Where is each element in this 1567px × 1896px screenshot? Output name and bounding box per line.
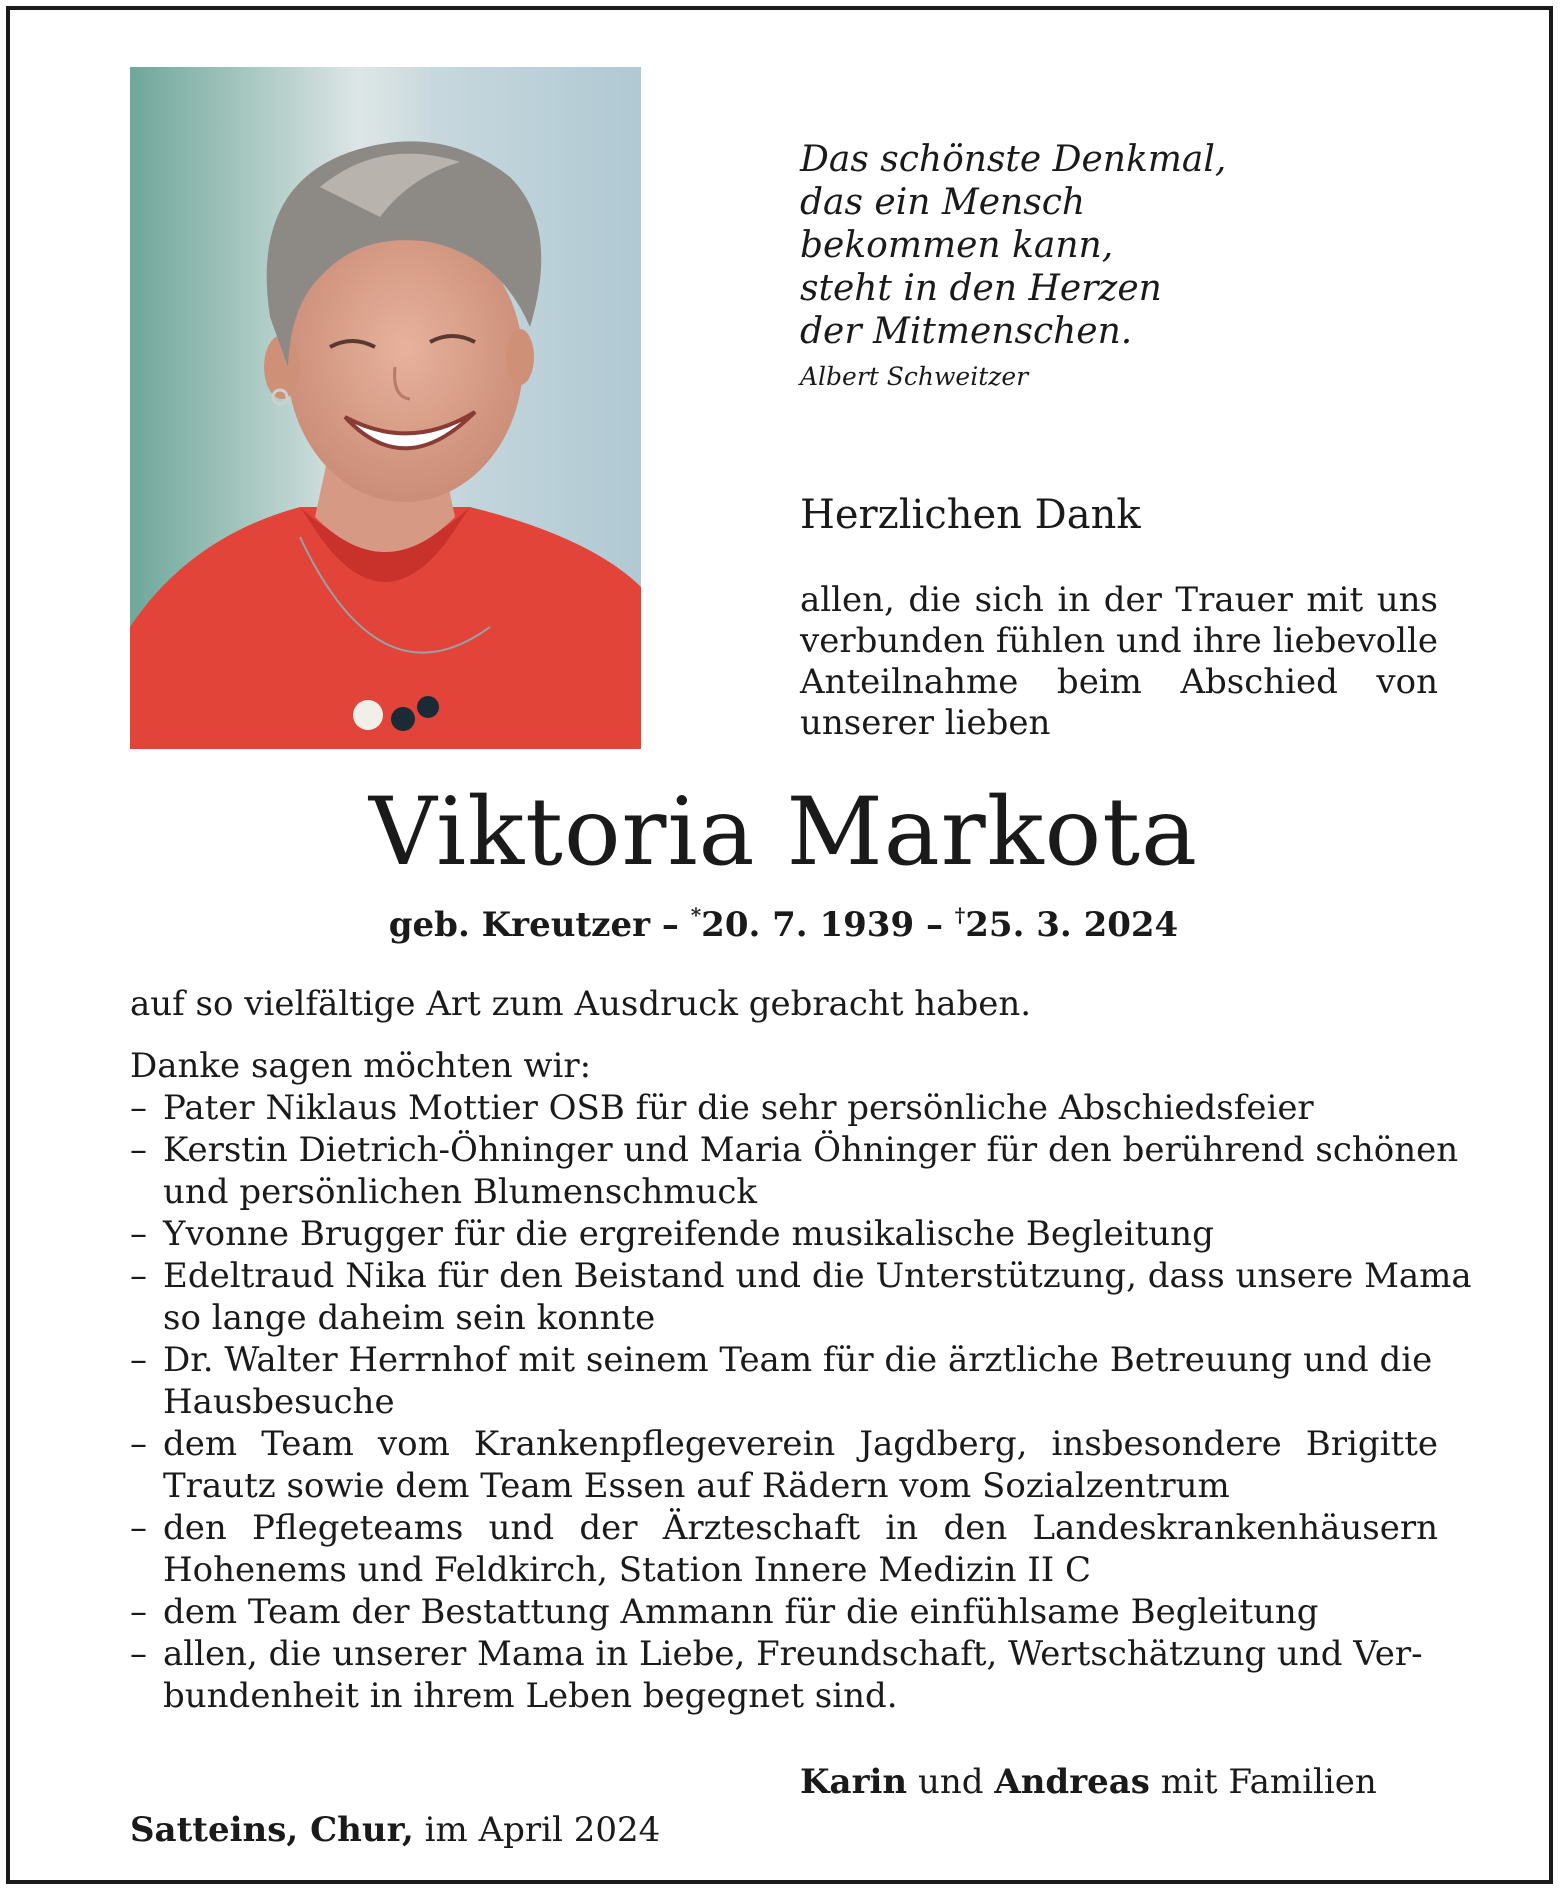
dash-bullet: –: [130, 1592, 147, 1632]
list-item-line: Yvonne Brugger für die ergreifende musikalische Begleitung: [163, 1214, 1214, 1254]
list-item-line: und persönlichen Blumenschmuck: [163, 1172, 758, 1212]
dash-bullet: –: [130, 1130, 147, 1170]
intro-line: unserer lieben: [800, 703, 1051, 743]
list-item-line: bundenheit in ihrem Leben begegnet sind.: [163, 1676, 898, 1716]
date-separator: –: [661, 905, 679, 945]
quote: [800, 138, 1500, 353]
quote-line: der Mitmenschen.: [800, 311, 1133, 352]
thanks-list: [130, 1087, 1472, 1717]
list-item: [130, 1507, 1438, 1591]
portrait-illustration: [130, 67, 641, 749]
date-separator: –: [925, 905, 943, 945]
intro-text: [800, 580, 1438, 744]
signer-name: Andreas: [994, 1762, 1150, 1802]
list-item: [130, 1633, 1438, 1717]
dash-bullet: –: [130, 1088, 147, 1128]
place-date: [130, 1810, 660, 1850]
dash-bullet: –: [130, 1256, 147, 1296]
list-item-line: so lange daheim sein konnte: [163, 1298, 656, 1338]
birth-date: 20. 7. 1939: [701, 905, 915, 945]
list-item-line: Dr. Walter Herrnhof mit seinem Team für die ärztliche Betreuung und die: [163, 1340, 1433, 1380]
notice-date: im April 2024: [424, 1810, 661, 1850]
list-item: [130, 1339, 1438, 1423]
list-item-line: Kerstin Dietrich-Öhninger und Maria Öhninger für den berührend schönen: [163, 1130, 1459, 1170]
signer-name: Karin: [800, 1762, 908, 1802]
quote-line: steht in den Herzen: [800, 268, 1162, 309]
thanks-heading: Herzlichen Dank: [800, 492, 1141, 538]
birth-symbol: *: [690, 903, 702, 927]
list-item-line: allen, die unserer Mama in Liebe, Freundschaft, Wertschätzung und Ver-: [163, 1634, 1423, 1674]
list-item-line: Edeltraud Nika für den Beistand und die Unterstützung, dass unsere Mama: [163, 1256, 1472, 1296]
thanks-body: [130, 983, 1472, 1717]
signature-conjunction: und: [917, 1762, 984, 1802]
dash-bullet: –: [130, 1214, 147, 1254]
dash-bullet: –: [130, 1634, 147, 1674]
intro-line: verbunden fühlen und ihre liebevolle: [800, 621, 1438, 661]
dash-bullet: –: [130, 1340, 147, 1380]
quote-line: Das schönste Denkmal,: [800, 139, 1227, 180]
list-item-line: dem Team vom Krankenpflegeverein Jagdberg, insbesondere Brigitte: [163, 1424, 1438, 1464]
list-item-line: Trautz sowie dem Team Essen auf Rädern vom Sozialzentrum: [163, 1466, 1230, 1506]
birth-name: geb. Kreutzer: [388, 905, 650, 945]
list-item-line: den Pflegeteams und der Ärzteschaft in den Landeskrankenhäusern: [163, 1508, 1438, 1548]
dash-bullet: –: [130, 1508, 147, 1548]
list-item: [130, 1129, 1459, 1213]
signature: [800, 1762, 1377, 1802]
list-item-line: Pater Niklaus Mottier OSB für die sehr persönliche Abschiedsfeier: [163, 1088, 1314, 1128]
death-date: 25. 3. 2024: [965, 905, 1179, 945]
signature-suffix: mit Familien: [1160, 1762, 1377, 1802]
dash-bullet: –: [130, 1424, 147, 1464]
place-names: Satteins, Chur,: [130, 1810, 414, 1850]
intro-line: Anteilnahme beim Abschied von: [800, 662, 1438, 702]
list-item: [130, 1087, 1438, 1129]
quote-line: bekommen kann,: [800, 225, 1114, 266]
portrait-photo: [130, 67, 641, 749]
death-symbol: †: [954, 903, 966, 927]
intro-line: allen, die sich in der Trauer mit uns: [800, 580, 1438, 620]
life-dates: [0, 903, 1567, 945]
list-item-line: Hohenems und Feldkirch, Station Innere Medizin II C: [163, 1550, 1092, 1590]
list-item-line: Hausbesuche: [163, 1382, 395, 1422]
quote-line: das ein Mensch: [800, 182, 1086, 223]
thanks-intro: Danke sagen möchten wir:: [130, 1046, 592, 1086]
continuation-text: auf so vielfältige Art zum Ausdruck gebracht haben.: [130, 984, 1032, 1024]
list-item: [130, 1423, 1438, 1507]
quote-author: Albert Schweitzer: [800, 362, 1029, 391]
list-item-line: dem Team der Bestattung Ammann für die einfühlsame Begleitung: [163, 1592, 1319, 1632]
list-item: [130, 1255, 1472, 1339]
list-item: [130, 1591, 1438, 1633]
list-item: [130, 1213, 1438, 1255]
deceased-name: Viktoria Markota: [368, 778, 1199, 887]
